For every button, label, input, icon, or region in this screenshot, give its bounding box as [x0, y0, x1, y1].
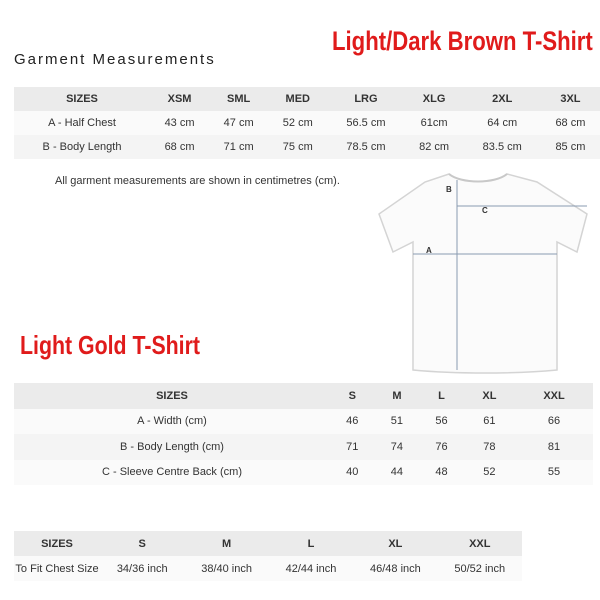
- table-cell: 46/48 inch: [369, 562, 421, 575]
- table-cell: 56: [435, 415, 448, 428]
- size-table-gold: [14, 383, 593, 485]
- row-label: B - Body Length: [42, 141, 122, 153]
- table-cell: 56.5 cm: [346, 117, 386, 129]
- table-cell: 34/36 inch: [116, 562, 168, 575]
- row-label: A - Half Chest: [48, 117, 116, 129]
- table-header-row: [14, 531, 522, 556]
- header-cell: S: [348, 389, 356, 402]
- row-label: A - Width (cm): [137, 415, 207, 428]
- header-cell: 2XL: [492, 93, 513, 105]
- table-cell: 38/40 inch: [201, 562, 252, 575]
- table-header-row: [14, 383, 593, 409]
- table-cell: 68 cm: [164, 141, 195, 153]
- table-cell: 85 cm: [555, 141, 586, 153]
- table-cell: 76: [435, 440, 448, 453]
- header-cell: XL: [482, 389, 497, 402]
- header-cell: SML: [227, 93, 251, 105]
- row-label: To Fit Chest Size: [15, 562, 99, 575]
- table-cell: 82 cm: [419, 141, 450, 153]
- table-cell: 68 cm: [555, 117, 586, 129]
- table-cell: 78.5 cm: [346, 141, 386, 153]
- table-cell: 40: [346, 466, 359, 479]
- table-cell: 52: [483, 466, 496, 479]
- table-cell: 81: [547, 440, 561, 453]
- header-cell: MED: [285, 93, 310, 105]
- table-row: [14, 111, 600, 135]
- row-label: B - Body Length (cm): [120, 440, 224, 453]
- header-cell: XL: [388, 537, 403, 550]
- table-cell: 55: [547, 466, 561, 479]
- header-cell: XXL: [543, 389, 565, 402]
- product-title-brown: Light/Dark Brown T-Shirt: [332, 26, 593, 56]
- header-cell: SIZES: [156, 389, 188, 402]
- table-cell: 75 cm: [282, 141, 313, 153]
- tshirt-shape: [379, 174, 587, 373]
- product-title-gold: Light Gold T-Shirt: [20, 330, 201, 360]
- label-a: A: [426, 246, 432, 255]
- table-cell: 71 cm: [223, 141, 254, 153]
- table-cell: 46: [346, 415, 359, 428]
- table-cell: 74: [390, 440, 404, 453]
- header-cell: L: [438, 389, 445, 402]
- chest-fit-table: [14, 531, 522, 581]
- table-row: [14, 135, 600, 159]
- size-table-brown: [14, 87, 600, 159]
- header-cell: SIZES: [41, 537, 73, 550]
- header-cell: 3XL: [560, 93, 581, 105]
- table-row: [14, 434, 593, 460]
- page-title: Garment Measurements: [14, 51, 216, 68]
- table-row: [14, 409, 593, 435]
- label-c: C: [482, 206, 488, 215]
- header-cell: XLG: [422, 93, 446, 105]
- header-cell: XXL: [469, 537, 491, 550]
- measurement-note: All garment measurements are shown in centimetres (cm).: [55, 175, 340, 187]
- label-b: B: [446, 185, 452, 194]
- header-cell: SIZES: [66, 93, 98, 105]
- table-cell: 50/52 inch: [454, 562, 506, 575]
- table-cell: 83.5 cm: [482, 141, 522, 153]
- table-cell: 61: [483, 415, 496, 428]
- table-cell: 61cm: [420, 117, 448, 129]
- table-cell: 44: [390, 466, 404, 479]
- row-label: C - Sleeve Centre Back (cm): [102, 466, 242, 479]
- table-cell: 52 cm: [282, 117, 313, 129]
- table-header-row: [14, 87, 600, 111]
- header-cell: M: [392, 389, 402, 402]
- header-cell: LRG: [354, 93, 378, 105]
- table-cell: 66: [547, 415, 561, 428]
- header-cell: M: [222, 537, 232, 550]
- table-row: [14, 556, 522, 581]
- header-cell: S: [138, 537, 146, 550]
- table-cell: 42/44 inch: [285, 562, 337, 575]
- table-cell: 48: [435, 466, 448, 479]
- table-cell: 64 cm: [487, 117, 518, 129]
- header-cell: L: [307, 537, 315, 550]
- table-cell: 43 cm: [164, 117, 195, 129]
- table-cell: 47 cm: [223, 117, 254, 129]
- table-row: [14, 460, 593, 486]
- table-cell: 51: [390, 415, 404, 428]
- header-cell: XSM: [167, 93, 192, 105]
- table-cell: 71: [346, 440, 359, 453]
- table-cell: 78: [483, 440, 496, 453]
- tshirt-diagram: [375, 170, 595, 375]
